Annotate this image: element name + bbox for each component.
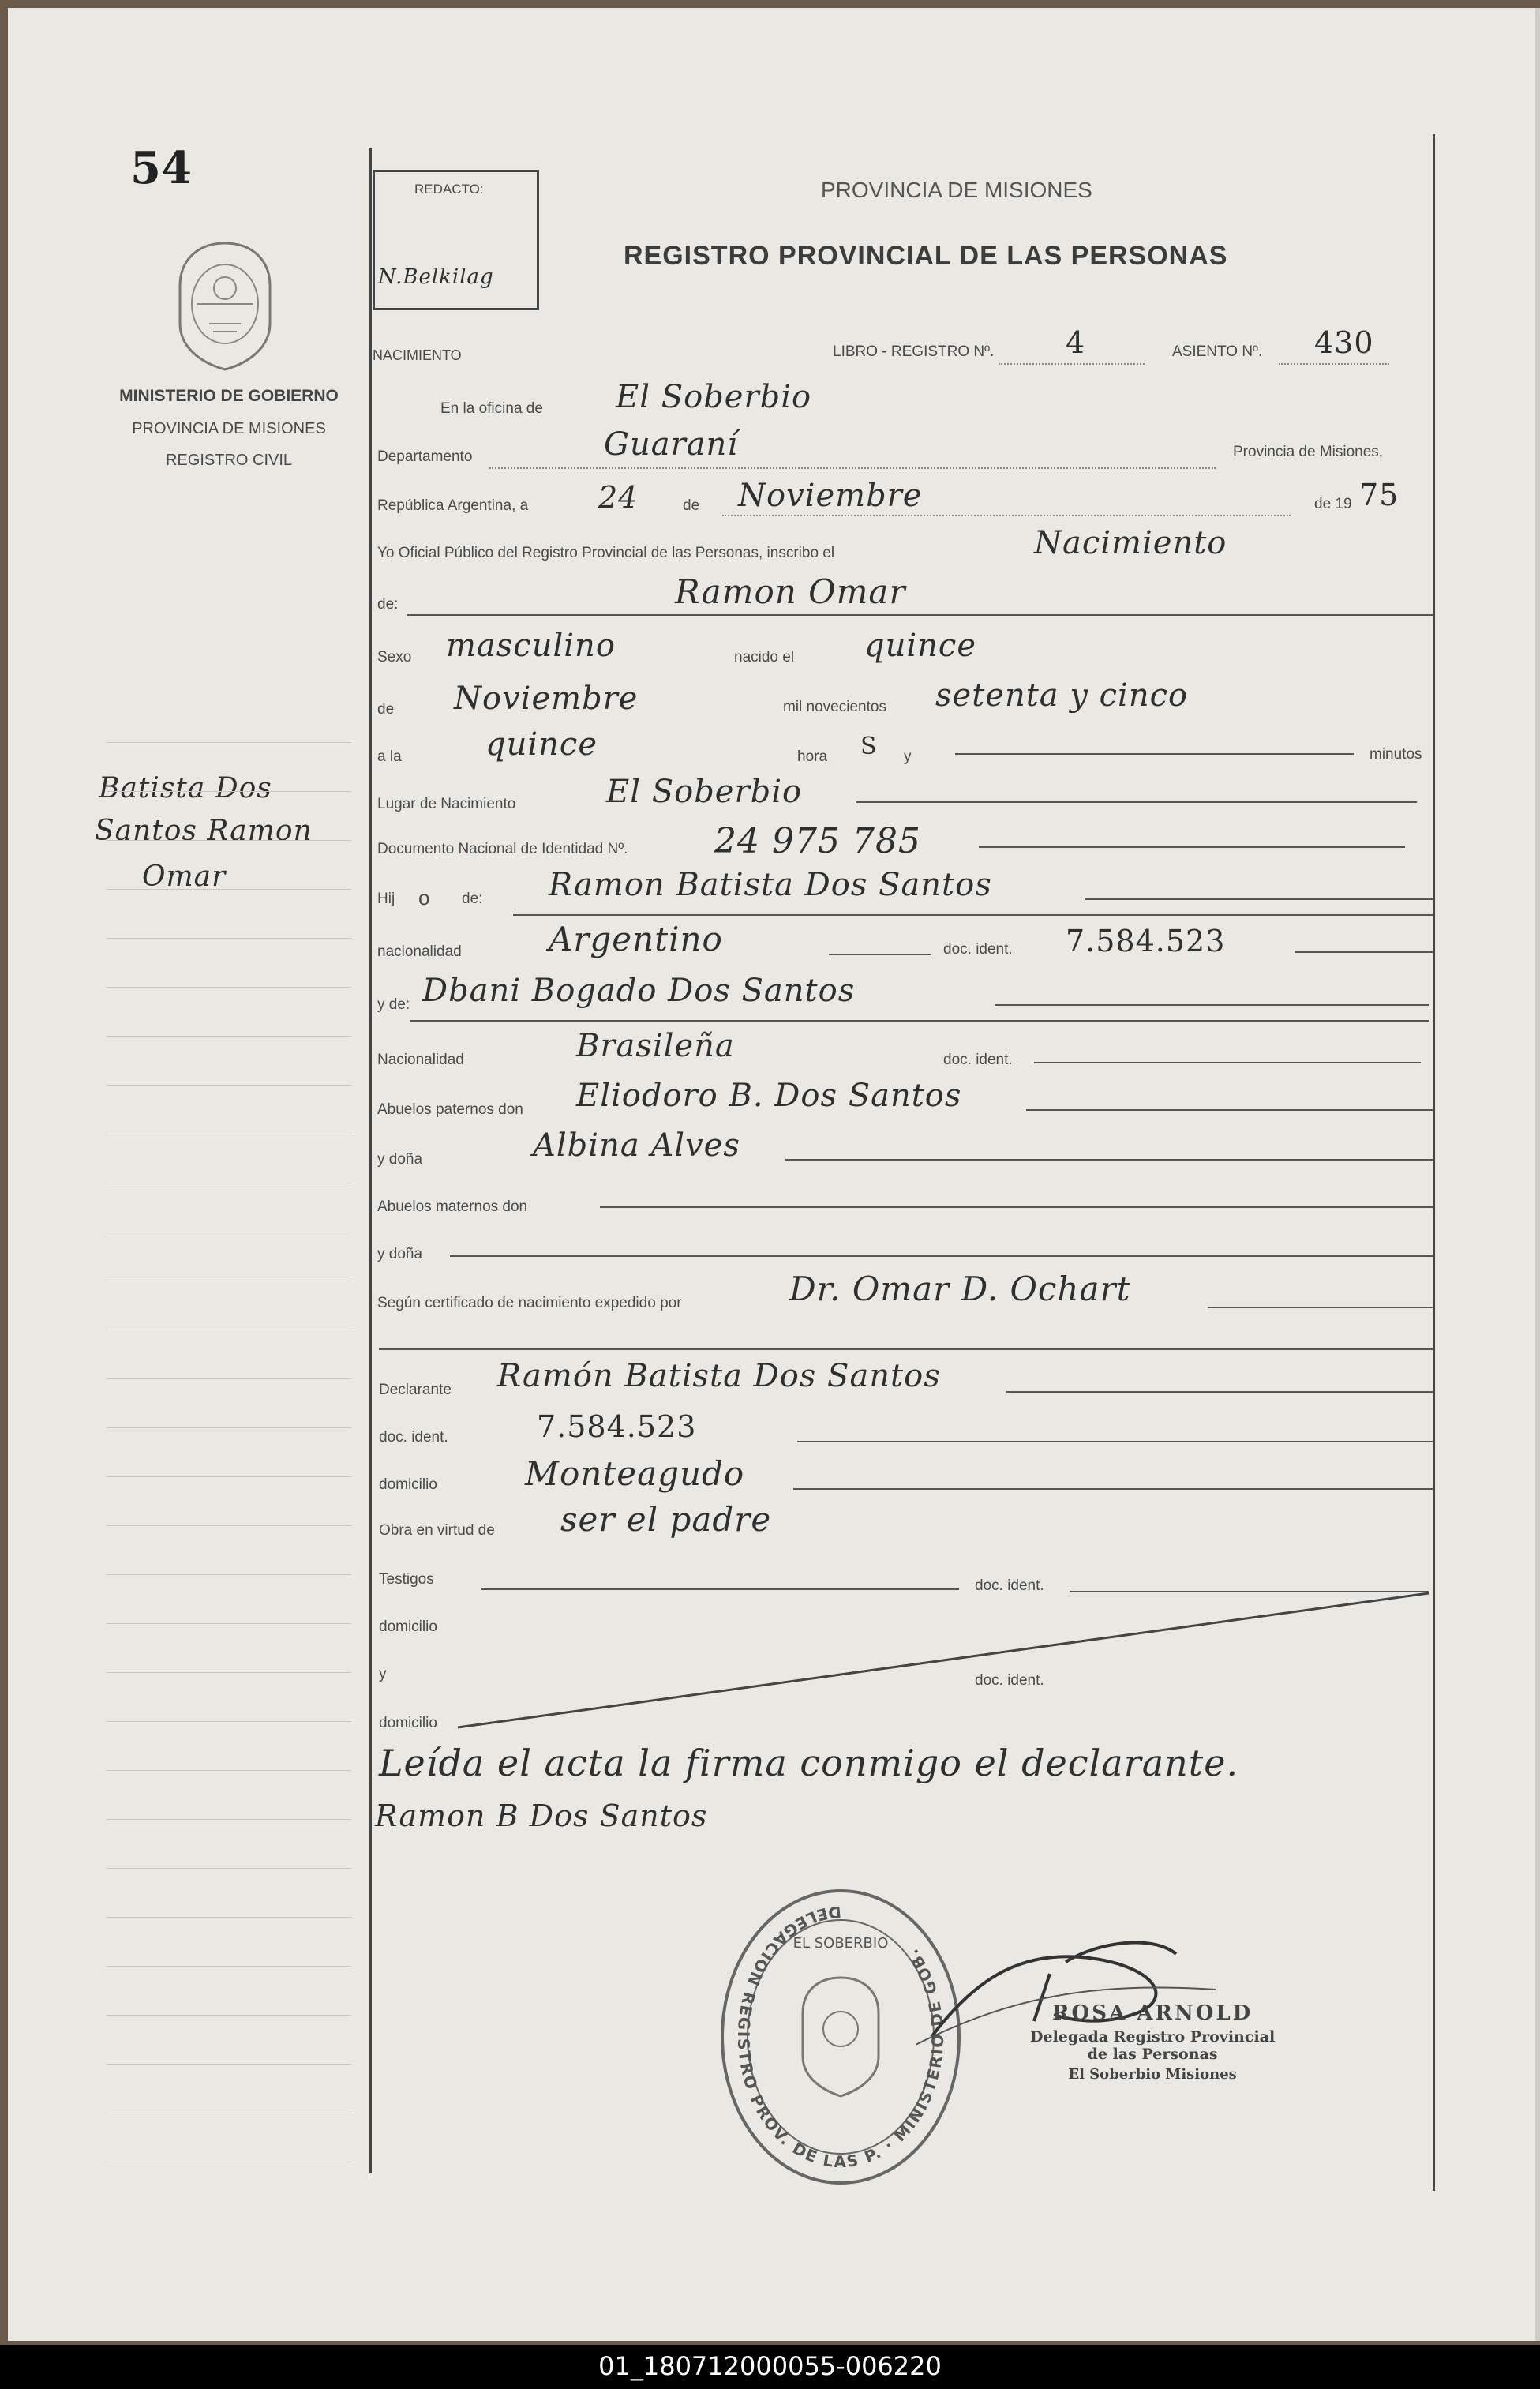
departamento-label: Departamento xyxy=(377,448,473,465)
abuela-paterna-value: Albina Alves xyxy=(533,1127,740,1164)
margin-ruled-line xyxy=(107,1672,351,1673)
docident5-label: doc. ident. xyxy=(975,1672,1044,1689)
nacido-label: nacido el xyxy=(734,649,795,666)
declarante-doc-value: 7.584.523 xyxy=(537,1409,697,1444)
footer-bar xyxy=(0,2345,1540,2389)
hijo-o-value: o xyxy=(418,886,430,909)
ala-label: a la xyxy=(377,748,402,765)
redacto-label: REDACTO: xyxy=(414,182,484,197)
asiento-value: 430 xyxy=(1314,325,1374,360)
dni-value: 24 975 785 xyxy=(714,821,921,861)
margin-ruled-line xyxy=(107,938,351,939)
certificado-label: Según certificado de nacimiento expedido por xyxy=(377,1295,682,1311)
docident3-label: doc. ident. xyxy=(379,1429,448,1446)
right-border-line xyxy=(1433,134,1435,2191)
official-stamp xyxy=(1030,2001,1275,2083)
ministry-label: MINISTERIO DE GOBIERNO xyxy=(119,387,339,405)
margin-ruled-line xyxy=(107,840,351,841)
official-stamp-line4: El Soberbio Misiones xyxy=(1068,2066,1237,2083)
margin-ruled-line xyxy=(107,2015,351,2016)
left-border-line xyxy=(369,148,372,2173)
official-stamp-line2: Delegada Registro Provincial xyxy=(1030,2028,1276,2046)
padre-nacionalidad-value: Argentino xyxy=(549,920,723,958)
dia-value: 24 xyxy=(598,480,639,515)
redacto-signature: N.Belkilag xyxy=(378,265,494,289)
margin-ruled-line xyxy=(107,1623,351,1624)
domicilio2-label: domicilio xyxy=(379,1618,437,1635)
yde-label: y de: xyxy=(377,996,410,1013)
margin-ruled-line xyxy=(107,1427,351,1428)
provincia-suffix: Provincia de Misiones, xyxy=(1233,444,1384,460)
svg-text:EL SOBERBIO: EL SOBERBIO xyxy=(792,1935,889,1952)
oficial-label: Yo Oficial Público del Registro Provincial de las Personas, inscribo el xyxy=(377,545,835,561)
milnov-label: mil novecientos xyxy=(783,699,886,715)
docident-label: doc. ident. xyxy=(943,941,1013,958)
margin-ruled-line xyxy=(107,1819,351,1820)
official-stamp-line3: de las Personas xyxy=(1087,2046,1218,2063)
margin-ruled-line xyxy=(107,791,351,792)
obra-label: Obra en virtud de xyxy=(379,1522,495,1539)
y2-label: y xyxy=(379,1666,387,1682)
margin-ruled-line xyxy=(107,2064,351,2065)
ydona-label: y doña xyxy=(377,1151,423,1168)
padre-doc-value: 7.584.523 xyxy=(1066,924,1226,958)
margin-ruled-line xyxy=(107,1036,351,1037)
domicilio-value: Monteagudo xyxy=(525,1454,745,1493)
libro-label: LIBRO - REGISTRO Nº. xyxy=(833,343,995,360)
de-label: de xyxy=(683,497,700,514)
anio-label: de 19 xyxy=(1314,496,1352,512)
document-id: 01_180712000055-006220 xyxy=(598,2351,942,2381)
declarante-value: Ramón Batista Dos Santos xyxy=(497,1358,941,1394)
lugar-label: Lugar de Nacimiento xyxy=(377,796,516,812)
margin-ruled-line xyxy=(107,1917,351,1918)
hora-label: hora xyxy=(797,748,828,765)
margin-ruled-line xyxy=(107,1085,351,1086)
margin-ruled-line xyxy=(107,987,351,988)
departamento-value: Guaraní xyxy=(604,426,739,463)
declarante-signature: Ramon B Dos Santos xyxy=(375,1798,708,1833)
abuelos-maternos-label: Abuelos maternos don xyxy=(377,1198,528,1215)
dni-label: Documento Nacional de Identidad Nº. xyxy=(377,841,628,857)
obra-value: ser el padre xyxy=(560,1500,772,1539)
testigos-label: Testigos xyxy=(379,1571,434,1588)
acta-type-label: NACIMIENTO xyxy=(373,347,462,363)
margin-note-line1: Batista Dos xyxy=(99,772,272,804)
nombre-value: Ramon Omar xyxy=(675,572,906,611)
province-title: PROVINCIA DE MISIONES xyxy=(821,178,1092,202)
hora-s-value: S xyxy=(860,733,878,760)
domicilio-label: domicilio xyxy=(379,1476,437,1493)
de3-label: de xyxy=(377,701,395,718)
margin-ruled-line xyxy=(107,1476,351,1477)
margin-ruled-line xyxy=(107,1525,351,1526)
hora-value: quince xyxy=(485,726,598,763)
sexo-value: masculino xyxy=(446,628,616,664)
asiento-label: ASIENTO Nº. xyxy=(1172,343,1263,360)
cancel-strike-line xyxy=(450,1587,1437,1737)
declarante-label: Declarante xyxy=(379,1382,452,1398)
nacionalidad2-label: Nacionalidad xyxy=(377,1052,464,1068)
page-number: 54 xyxy=(130,142,192,194)
redacto-box xyxy=(373,170,539,310)
anio-value: 75 xyxy=(1359,478,1399,512)
nacionalidad-label: nacionalidad xyxy=(377,943,462,960)
margin-ruled-line xyxy=(107,1868,351,1869)
oficina-label: En la oficina de xyxy=(440,400,543,417)
margin-ruled-line xyxy=(107,1378,351,1379)
minutos-label: minutos xyxy=(1370,746,1422,763)
oficina-value: El Soberbio xyxy=(616,379,812,415)
docident2-label: doc. ident. xyxy=(943,1052,1013,1068)
hijo-de-label: de: xyxy=(462,891,483,907)
document-page xyxy=(8,8,1540,2341)
nac-mes-value: Noviembre xyxy=(454,681,639,717)
margin-note-line3: Omar xyxy=(142,861,227,893)
margin-ruled-line xyxy=(107,1770,351,1771)
y-label: y xyxy=(904,748,912,765)
abuelo-paterno-value: Eliodoro B. Dos Santos xyxy=(576,1078,962,1114)
official-stamp-line1: ROSA ARNOLD xyxy=(1051,2001,1253,2025)
lugar-value: El Soberbio xyxy=(606,774,803,810)
ydona2-label: y doña xyxy=(377,1246,423,1262)
docident4-label: doc. ident. xyxy=(975,1577,1044,1594)
margin-ruled-line xyxy=(107,742,351,743)
nacido-value: quince xyxy=(864,628,976,664)
hijo-label: Hij xyxy=(377,891,395,907)
madre-nacionalidad-value: Brasileña xyxy=(576,1028,735,1064)
republica-label: República Argentina, a xyxy=(377,497,529,514)
certificado-value: Dr. Omar D. Ochart xyxy=(789,1270,1131,1308)
padre-value: Ramon Batista Dos Santos xyxy=(549,867,992,903)
margin-ruled-line xyxy=(107,1721,351,1722)
milnov-value: setenta y cinco xyxy=(935,677,1189,714)
margin-ruled-line xyxy=(107,889,351,890)
oficial-value: Nacimiento xyxy=(1034,525,1227,561)
mes-value: Noviembre xyxy=(738,478,923,514)
margin-ruled-line xyxy=(107,1574,351,1575)
margin-note-line2: Santos Ramon xyxy=(95,815,313,847)
domicilio3-label: domicilio xyxy=(379,1715,437,1731)
province-label: PROVINCIA DE MISIONES xyxy=(132,420,326,437)
provincial-seal-icon xyxy=(166,237,284,375)
leida-text: Leída el acta la firma conmigo el declarante. xyxy=(379,1742,1239,1784)
libro-value: 4 xyxy=(1066,325,1086,360)
sexo-label: Sexo xyxy=(377,649,412,666)
margin-ruled-line xyxy=(107,1966,351,1967)
madre-value: Dbani Bogado Dos Santos xyxy=(422,973,856,1009)
abuelos-paternos-label: Abuelos paternos don xyxy=(377,1101,523,1118)
de2-label: de: xyxy=(377,596,399,613)
registry-title: REGISTRO PROVINCIAL DE LAS PERSONAS xyxy=(624,241,1228,271)
svg-text:DELEGACION REGISTRO PROV. DE L: DELEGACION REGISTRO PROV. DE LAS P. · MINISTERIO DE GOB. xyxy=(733,1902,948,2172)
registry-label: REGISTRO CIVIL xyxy=(165,452,293,469)
